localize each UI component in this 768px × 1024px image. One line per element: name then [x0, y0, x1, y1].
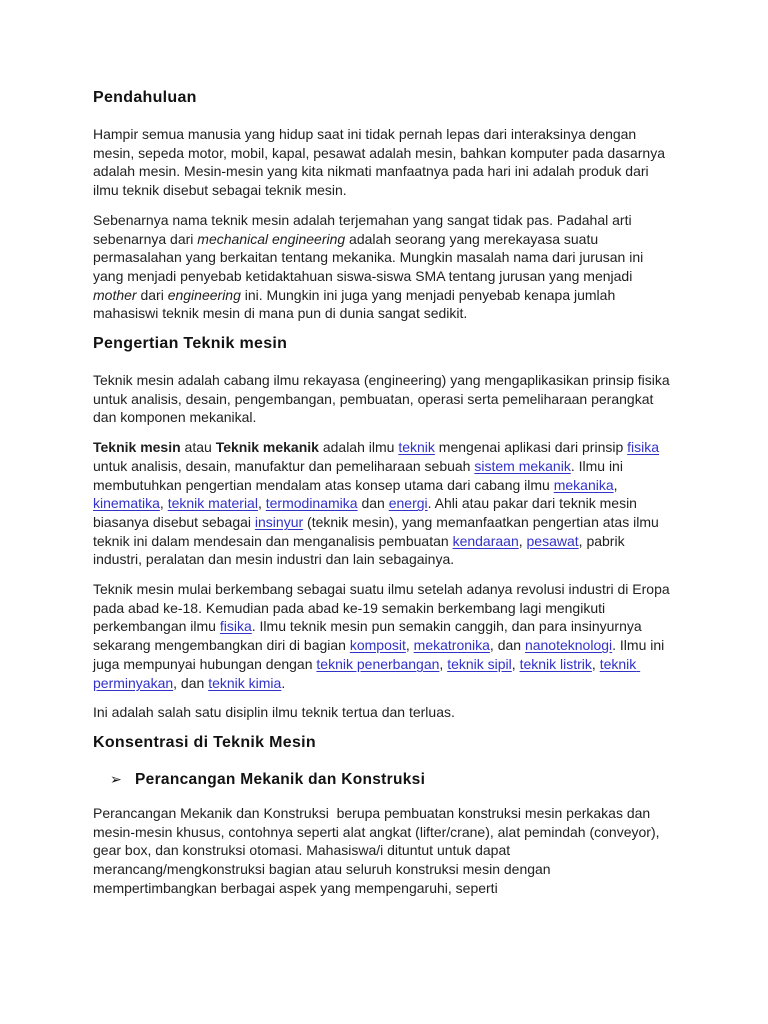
text-run: adalah seorang yang merekayasa suatu permasalahan yang berkaitan tentang mekanika. Mungkin masalah nama dari jurusan ini yang menjadi penyebab ketidaktahuan siswa-siswa SMA tentang jurusan yang menjadi [93, 230, 648, 284]
text-run: Teknik mesin adalah cabang ilmu rekayasa (engineering) yang mengaplikasikan prinsip fisika untuk analisis, desain, pengembangan, pembuatan, operasi serta pemeliharaan perangkat dan komponen mekanikal. [93, 372, 674, 426]
link-teknik-penerbangan[interactable]: teknik penerbangan [316, 655, 440, 672]
link-teknik[interactable]: teknik [398, 439, 435, 456]
text-run: . [281, 674, 286, 691]
link-mekatronika[interactable]: mekatronika [413, 637, 490, 654]
link-kendaraan[interactable]: kendaraan [452, 532, 519, 549]
link-teknik-listrik[interactable]: teknik listrik [519, 655, 592, 672]
link-teknik-perminyakan[interactable]: teknik perminyakan [93, 655, 641, 691]
link-teknik-kimia[interactable]: teknik kimia [208, 674, 282, 691]
link-insinyur[interactable]: insinyur [254, 513, 304, 530]
text-run: . Ilmu ini juga mempunyai hubungan dengan [93, 637, 669, 672]
link-sistem-mekanik[interactable]: sistem mekanik [474, 457, 571, 474]
text-run: Teknik mesin mulai berkembang sebagai suatu ilmu setelah adanya revolusi industri di Eropa pada abad ke-18. Kemudian pada abad ke-19 semakin berkembang lagi mengikuti perkembangan ilmu [93, 581, 674, 635]
subsection-heading-perancangan-mekanik-dan-konstruksi [93, 770, 677, 790]
arrow-bullet-icon: ➢ [110, 771, 123, 788]
link-fisika[interactable]: fisika [219, 618, 252, 635]
text-run: atau [180, 439, 216, 456]
text-run: Perancangan Mekanik dan Konstruksi berupa pembuatan konstruksi mesin perkakas dan mesin-mesin khusus, contohnya seperti alat angkat (lifter/crane), alat pemindah (conveyor), gear box, dan konstruksi otomasi. Mahasiswa/i dituntut untuk dapat merancang/mengkonstruksi bagian atau seluruh konstruksi mesin dengan mempertimbangkan berbagai aspek yang mempengaruhi, seperti [93, 804, 664, 896]
paragraph [93, 371, 677, 427]
text-run: . Ilmu ini membutuhkan pengertian mendalam atas konsep utama dari cabang ilmu [93, 457, 627, 493]
link-fisika[interactable]: fisika [627, 439, 660, 456]
text-run: , [613, 476, 622, 493]
text-run: untuk analisis, desain, manufaktur dan pemeliharaan sebuah [93, 439, 663, 474]
section-heading-konsentrasi-di-teknik-mesin: Konsentrasi di Teknik Mesin [93, 733, 316, 751]
italic-text: mechanical engineering [197, 230, 346, 247]
section-heading-pendahuluan: Pendahuluan [93, 89, 197, 106]
text-run: . Ilmu teknik mesin pun semakin canggih, dan para insinyurnya sekarang mengembangkan diri di bagian [93, 618, 646, 654]
text-run: dari [136, 286, 168, 303]
text-run: , [511, 655, 520, 672]
text-run: (teknik mesin), yang memanfaatkan pengertian atas ilmu teknik ini dalam mendesain dan menganalisis pembuatan [93, 513, 663, 549]
paragraph [93, 438, 677, 569]
text-run: . Ahli atau pakar dari teknik mesin biasanya disebut sebagai [93, 495, 641, 530]
paragraph [93, 211, 677, 323]
text-run: , dan [173, 674, 209, 691]
text-run: mengenai aplikasi dari prinsip [434, 439, 628, 456]
link-mekanika[interactable]: mekanika [553, 476, 614, 493]
link-pesawat[interactable]: pesawat [526, 532, 579, 549]
bold-text: Teknik mekanik [215, 439, 319, 456]
text-run: ini. Mungkin ini juga yang menjadi penyebab kenapa jumlah mahasiswi teknik mesin di mana pun di dunia sangat sedikit. [93, 286, 620, 322]
text-run: , [405, 637, 414, 654]
paragraph [93, 804, 677, 898]
link-komposit[interactable]: komposit [349, 637, 406, 654]
bold-text: Teknik mesin [93, 439, 181, 456]
link-teknik-sipil[interactable]: teknik sipil [447, 655, 512, 672]
link-energi[interactable]: energi [388, 495, 428, 512]
text-run: , [257, 495, 266, 512]
text-run: Ini adalah salah satu disiplin ilmu teknik tertua dan terluas. [93, 704, 455, 721]
section-heading-pengertian-teknik-mesin: Pengertian Teknik mesin [93, 335, 288, 353]
italic-text: mother [93, 286, 137, 303]
text-run: Hampir semua manusia yang hidup saat ini tidak pernah lepas dari interaksinya dengan mesin, sepeda motor, mobil, kapal, pesawat adalah mesin, bahkan komputer pada dasarnya adalah mesin. Mesin-mesin yang kita nikmati manfaatnya pada hari ini adalah produk dari ilmu teknik disebut sebagai teknik mesin. [93, 126, 669, 199]
italic-text: engineering [167, 286, 241, 303]
subsection-heading-label: Perancangan Mekanik dan Konstruksi [135, 770, 426, 788]
text-run: , dan [489, 637, 525, 654]
paragraph [93, 580, 677, 692]
text-run: dan [357, 495, 389, 512]
text-run: adalah ilmu [318, 439, 399, 456]
text-run: , [518, 532, 527, 549]
text-run: , pabrik industri, peralatan dan mesin industri dan lain sebagainya. [93, 532, 629, 568]
link-teknik-material[interactable]: teknik material [167, 495, 258, 512]
paragraph [93, 703, 677, 722]
text-run: , [439, 655, 448, 672]
link-kinematika[interactable]: kinematika [93, 495, 160, 512]
text-run: , [591, 655, 600, 672]
document-content [93, 84, 677, 909]
text-run: , [159, 495, 168, 512]
link-termodinamika[interactable]: termodinamika [265, 495, 358, 512]
paragraph [93, 125, 677, 200]
text-run: Sebenarnya nama teknik mesin adalah terjemahan yang sangat tidak pas. Padahal arti sebenarnya dari [93, 211, 636, 247]
link-nanoteknologi[interactable]: nanoteknologi [524, 637, 613, 654]
